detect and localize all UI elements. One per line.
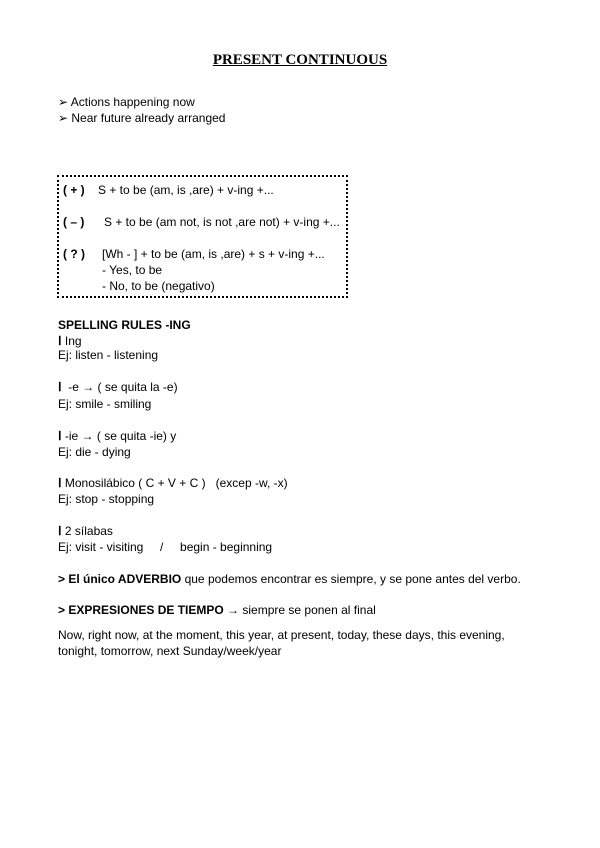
answer-no: - No, to be (negativo) xyxy=(102,279,215,293)
expressions-bold: > EXPRESIONES DE TIEMPO xyxy=(58,603,224,617)
rule-5-text: 2 sílabas xyxy=(64,524,113,538)
adverb-note xyxy=(58,571,521,587)
positive-symbol: ( + ) xyxy=(63,183,85,197)
rule-2-example: Ej: smile - smiling xyxy=(58,397,152,411)
rule-bullet: Ⅰ xyxy=(58,476,62,490)
rule-3-text: -ie → ( se quita -ie) y xyxy=(64,429,177,443)
rule-4-text: Monosilábico ( C + V + C ) (excep -w, -x) xyxy=(64,476,288,490)
rule-bullet: Ⅰ xyxy=(58,524,62,538)
rule-3-example: Ej: die - dying xyxy=(58,445,131,459)
rule-bullet: Ⅰ xyxy=(58,429,62,443)
adverb-bold: > El único ADVERBIO xyxy=(58,572,182,586)
use-item-2: ➢ Near future already arranged xyxy=(58,111,226,125)
negative-text: S + to be (am not, is not ,are not) + v-ing +... xyxy=(104,215,340,229)
rule-3 xyxy=(58,428,176,444)
rule-1-example: Ej: listen - listening xyxy=(58,348,159,362)
rule-bullet: Ⅰ xyxy=(58,334,62,348)
negative-symbol: ( – ) xyxy=(63,215,85,229)
rule-4 xyxy=(58,475,288,491)
expressions-line-1: Now, right now, at the moment, this year, at present, today, these days, this evening, xyxy=(58,628,505,642)
expressions-line-2: tonight, tomorrow, next Sunday/week/year xyxy=(58,644,282,658)
positive-text: S + to be (am, is ,are) + v-ing +... xyxy=(98,183,274,197)
question-text: [Wh - ] + to be (am, is ,are) + s + v-ing +... xyxy=(102,247,325,261)
rule-bullet: Ⅰ xyxy=(58,380,62,394)
page-title: PRESENT CONTINUOUS xyxy=(212,52,388,68)
expressions-heading xyxy=(58,602,376,618)
rule-2 xyxy=(58,379,178,395)
rule-5-example: Ej: visit - visiting / begin - beginning xyxy=(58,540,273,554)
question-symbol: ( ? ) xyxy=(63,247,85,261)
rule-5 xyxy=(58,523,113,539)
rule-2-text: -e → ( se quita la -e) xyxy=(68,380,178,394)
formula-box xyxy=(57,175,348,298)
rule-4-example: Ej: stop - stopping xyxy=(58,492,155,506)
spelling-heading: SPELLING RULES -ING xyxy=(58,318,191,332)
adverb-rest: que podemos encontrar es siempre, y se pone antes del verbo. xyxy=(181,572,521,586)
rule-1-text: Ing xyxy=(64,334,82,348)
use-item-1: ➢ Actions happening now xyxy=(58,95,195,109)
answer-yes: - Yes, to be xyxy=(102,263,163,277)
expressions-rest: → siempre se ponen al final xyxy=(223,603,376,617)
